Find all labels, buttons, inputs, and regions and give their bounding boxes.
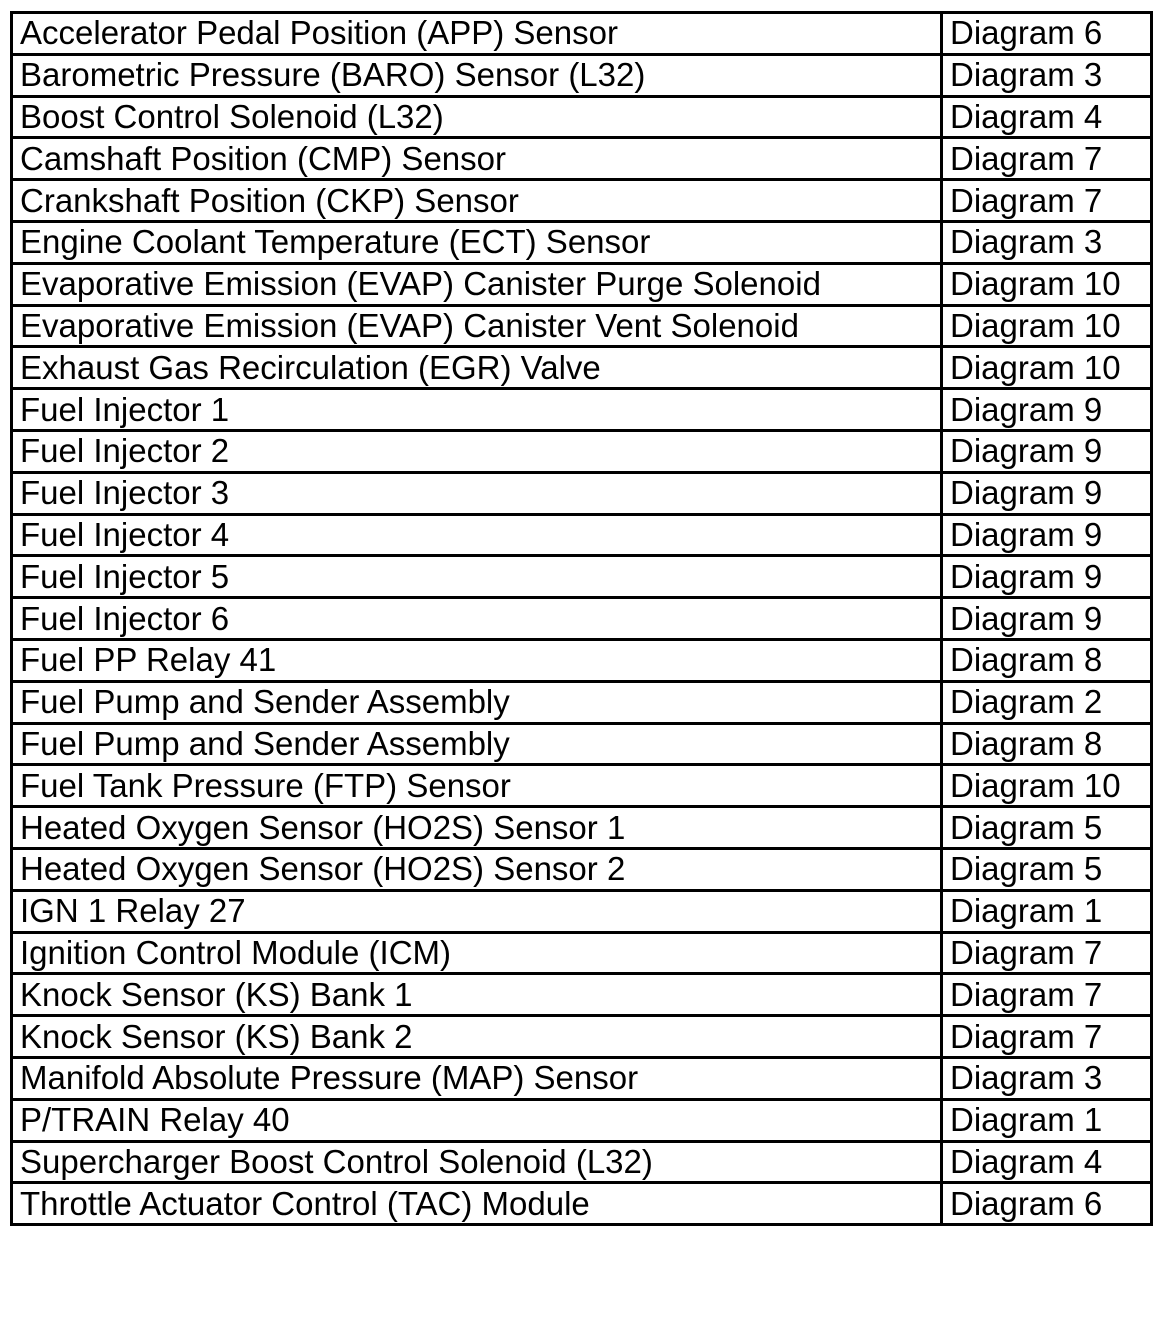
- component-name-cell: Accelerator Pedal Position (APP) Sensor: [12, 13, 942, 55]
- diagram-reference-cell: Diagram 4: [942, 96, 1152, 138]
- diagram-reference-cell: Diagram 10: [942, 263, 1152, 305]
- component-name-cell: Heated Oxygen Sensor (HO2S) Sensor 1: [12, 807, 942, 849]
- component-name-cell: Ignition Control Module (ICM): [12, 932, 942, 974]
- component-name-cell: Fuel Injector 6: [12, 598, 942, 640]
- component-name-cell: Evaporative Emission (EVAP) Canister Vent Solenoid: [12, 305, 942, 347]
- diagram-reference-cell: Diagram 10: [942, 305, 1152, 347]
- table-row: [12, 639, 1152, 681]
- component-name-cell: Fuel PP Relay 41: [12, 639, 942, 681]
- table-row: [12, 430, 1152, 472]
- component-name-cell: P/TRAIN Relay 40: [12, 1099, 942, 1141]
- diagram-reference-cell: Diagram 7: [942, 138, 1152, 180]
- table-body: [12, 13, 1152, 1225]
- diagram-reference-cell: Diagram 9: [942, 472, 1152, 514]
- table-row: [12, 1141, 1152, 1183]
- diagram-reference-cell: Diagram 10: [942, 347, 1152, 389]
- diagram-reference-cell: Diagram 6: [942, 13, 1152, 55]
- table-row: [12, 556, 1152, 598]
- component-name-cell: Manifold Absolute Pressure (MAP) Sensor: [12, 1057, 942, 1099]
- diagram-reference-cell: Diagram 9: [942, 430, 1152, 472]
- component-name-cell: Evaporative Emission (EVAP) Canister Purge Solenoid: [12, 263, 942, 305]
- diagram-reference-cell: Diagram 7: [942, 932, 1152, 974]
- diagram-reference-cell: Diagram 8: [942, 723, 1152, 765]
- component-name-cell: Engine Coolant Temperature (ECT) Sensor: [12, 221, 942, 263]
- component-name-cell: Exhaust Gas Recirculation (EGR) Valve: [12, 347, 942, 389]
- component-name-cell: Knock Sensor (KS) Bank 1: [12, 974, 942, 1016]
- component-name-cell: Fuel Injector 2: [12, 430, 942, 472]
- component-name-cell: Heated Oxygen Sensor (HO2S) Sensor 2: [12, 848, 942, 890]
- table-row: [12, 1057, 1152, 1099]
- table-row: [12, 54, 1152, 96]
- table-row: [12, 848, 1152, 890]
- table-row: [12, 347, 1152, 389]
- diagram-reference-cell: Diagram 5: [942, 848, 1152, 890]
- diagram-reference-cell: Diagram 9: [942, 598, 1152, 640]
- table-row: [12, 1099, 1152, 1141]
- diagram-reference-cell: Diagram 8: [942, 639, 1152, 681]
- diagram-reference-cell: Diagram 3: [942, 221, 1152, 263]
- diagram-reference-cell: Diagram 5: [942, 807, 1152, 849]
- table-row: [12, 389, 1152, 431]
- component-name-cell: IGN 1 Relay 27: [12, 890, 942, 932]
- diagram-reference-cell: Diagram 3: [942, 1057, 1152, 1099]
- component-name-cell: Fuel Pump and Sender Assembly: [12, 681, 942, 723]
- table-row: [12, 514, 1152, 556]
- table-row: [12, 1183, 1152, 1225]
- table-row: [12, 221, 1152, 263]
- component-name-cell: Crankshaft Position (CKP) Sensor: [12, 180, 942, 222]
- diagram-reference-cell: Diagram 1: [942, 1099, 1152, 1141]
- table-row: [12, 723, 1152, 765]
- component-name-cell: Fuel Tank Pressure (FTP) Sensor: [12, 765, 942, 807]
- component-name-cell: Knock Sensor (KS) Bank 2: [12, 1016, 942, 1058]
- diagram-reference-cell: Diagram 1: [942, 890, 1152, 932]
- component-name-cell: Fuel Injector 3: [12, 472, 942, 514]
- diagram-reference-cell: Diagram 7: [942, 1016, 1152, 1058]
- table-row: [12, 932, 1152, 974]
- component-name-cell: Fuel Pump and Sender Assembly: [12, 723, 942, 765]
- table-row: [12, 13, 1152, 55]
- table-row: [12, 681, 1152, 723]
- component-name-cell: Fuel Injector 4: [12, 514, 942, 556]
- table-row: [12, 263, 1152, 305]
- table-row: [12, 765, 1152, 807]
- table-row: [12, 974, 1152, 1016]
- component-name-cell: Boost Control Solenoid (L32): [12, 96, 942, 138]
- table-row: [12, 180, 1152, 222]
- diagram-reference-cell: Diagram 9: [942, 556, 1152, 598]
- diagram-reference-cell: Diagram 9: [942, 389, 1152, 431]
- diagram-reference-cell: Diagram 7: [942, 180, 1152, 222]
- table-row: [12, 1016, 1152, 1058]
- diagram-reference-cell: Diagram 3: [942, 54, 1152, 96]
- diagram-reference-cell: Diagram 4: [942, 1141, 1152, 1183]
- table-row: [12, 305, 1152, 347]
- table-row: [12, 598, 1152, 640]
- table-row: [12, 96, 1152, 138]
- component-name-cell: Fuel Injector 5: [12, 556, 942, 598]
- table-row: [12, 890, 1152, 932]
- diagram-reference-cell: Diagram 6: [942, 1183, 1152, 1225]
- diagram-reference-cell: Diagram 2: [942, 681, 1152, 723]
- table-row: [12, 138, 1152, 180]
- table-row: [12, 807, 1152, 849]
- component-name-cell: Supercharger Boost Control Solenoid (L32): [12, 1141, 942, 1183]
- component-diagram-table: [10, 11, 1153, 1226]
- component-name-cell: Camshaft Position (CMP) Sensor: [12, 138, 942, 180]
- component-name-cell: Barometric Pressure (BARO) Sensor (L32): [12, 54, 942, 96]
- component-name-cell: Fuel Injector 1: [12, 389, 942, 431]
- diagram-reference-cell: Diagram 7: [942, 974, 1152, 1016]
- diagram-reference-cell: Diagram 10: [942, 765, 1152, 807]
- component-name-cell: Throttle Actuator Control (TAC) Module: [12, 1183, 942, 1225]
- diagram-reference-cell: Diagram 9: [942, 514, 1152, 556]
- table-row: [12, 472, 1152, 514]
